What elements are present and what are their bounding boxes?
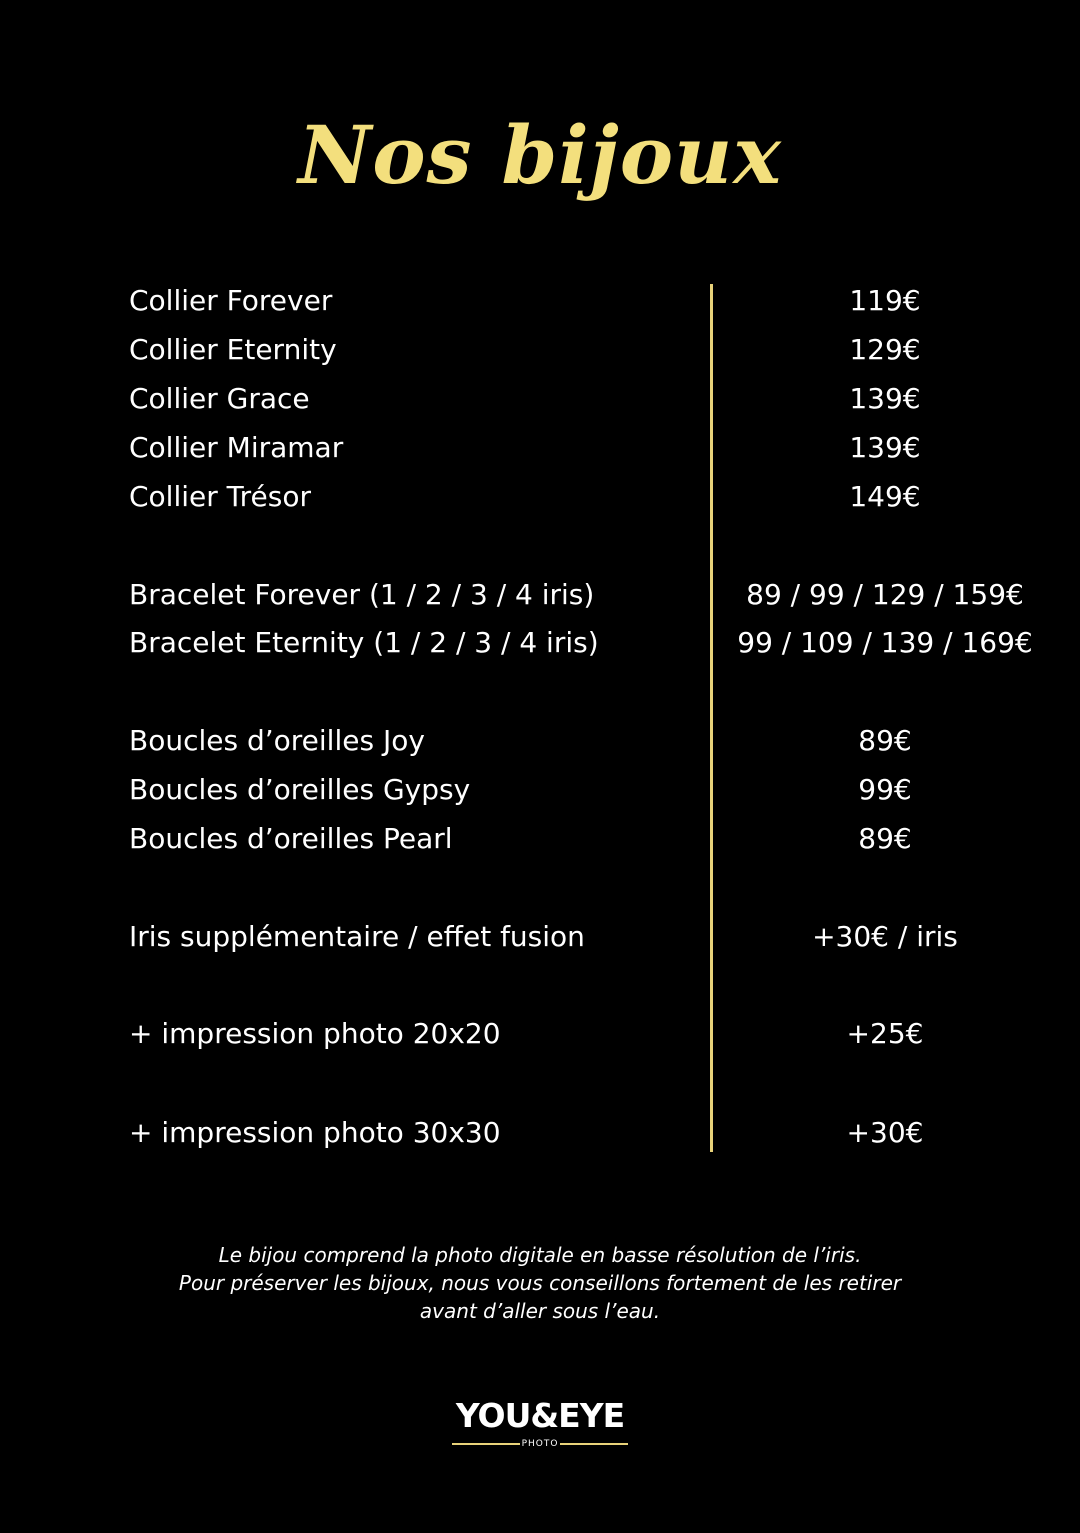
footnote-line: Pour préserver les bijoux, nous vous conseillons fortement de les retirer [178,1271,902,1295]
item-price: +25€ [846,1017,924,1050]
page-title: Nos bijoux [298,108,782,202]
price-row [0,770,1080,810]
price-row [0,917,1080,957]
item-name: Collier Miramar [129,431,344,464]
item-name: Boucles d’oreilles Joy [129,724,425,757]
item-price: 99€ [858,773,912,806]
item-name: Collier Trésor [129,480,311,513]
item-price: 149€ [849,480,921,513]
price-row [0,575,1080,615]
logo-subtext: PHOTO [521,1439,559,1449]
logo-wordmark: YOU&EYE [455,1396,625,1435]
item-name: Boucles d’oreilles Pearl [129,822,453,855]
footnote-line: Le bijou comprend la photo digitale en basse résolution de l’iris. [218,1243,862,1267]
item-price: 89€ [858,724,912,757]
item-name: + impression photo 30x30 [129,1116,501,1149]
item-price: 129€ [849,333,921,366]
item-name: Collier Eternity [129,333,337,366]
price-row [0,281,1080,321]
price-row [0,819,1080,859]
logo-rule-right [560,1443,628,1445]
price-row [0,379,1080,419]
item-name: Bracelet Eternity (1 / 2 / 3 / 4 iris) [129,626,599,659]
footnote-line: avant d’aller sous l’eau. [419,1299,661,1323]
item-price: 89€ [858,822,912,855]
item-name: Bracelet Forever (1 / 2 / 3 / 4 iris) [129,578,595,611]
price-row [0,1014,1080,1054]
item-name: Collier Forever [129,284,333,317]
item-price: +30€ [846,1116,924,1149]
item-price: 139€ [849,431,921,464]
brand-logo [440,1396,640,1452]
item-name: Iris supplémentaire / effet fusion [129,920,585,953]
item-price: 139€ [849,382,921,415]
logo-subline [440,1438,640,1450]
price-row [0,477,1080,517]
footnote [0,1241,1080,1325]
price-row [0,623,1080,663]
price-row [0,1113,1080,1153]
item-price: 119€ [849,284,921,317]
item-name: Collier Grace [129,382,310,415]
price-row [0,330,1080,370]
item-price: +30€ / iris [812,920,958,953]
item-name: + impression photo 20x20 [129,1017,501,1050]
price-row [0,428,1080,468]
price-row [0,721,1080,761]
item-price: 89 / 99 / 129 / 159€ [746,578,1024,611]
item-name: Boucles d’oreilles Gypsy [129,773,471,806]
item-price: 99 / 109 / 139 / 169€ [737,626,1033,659]
